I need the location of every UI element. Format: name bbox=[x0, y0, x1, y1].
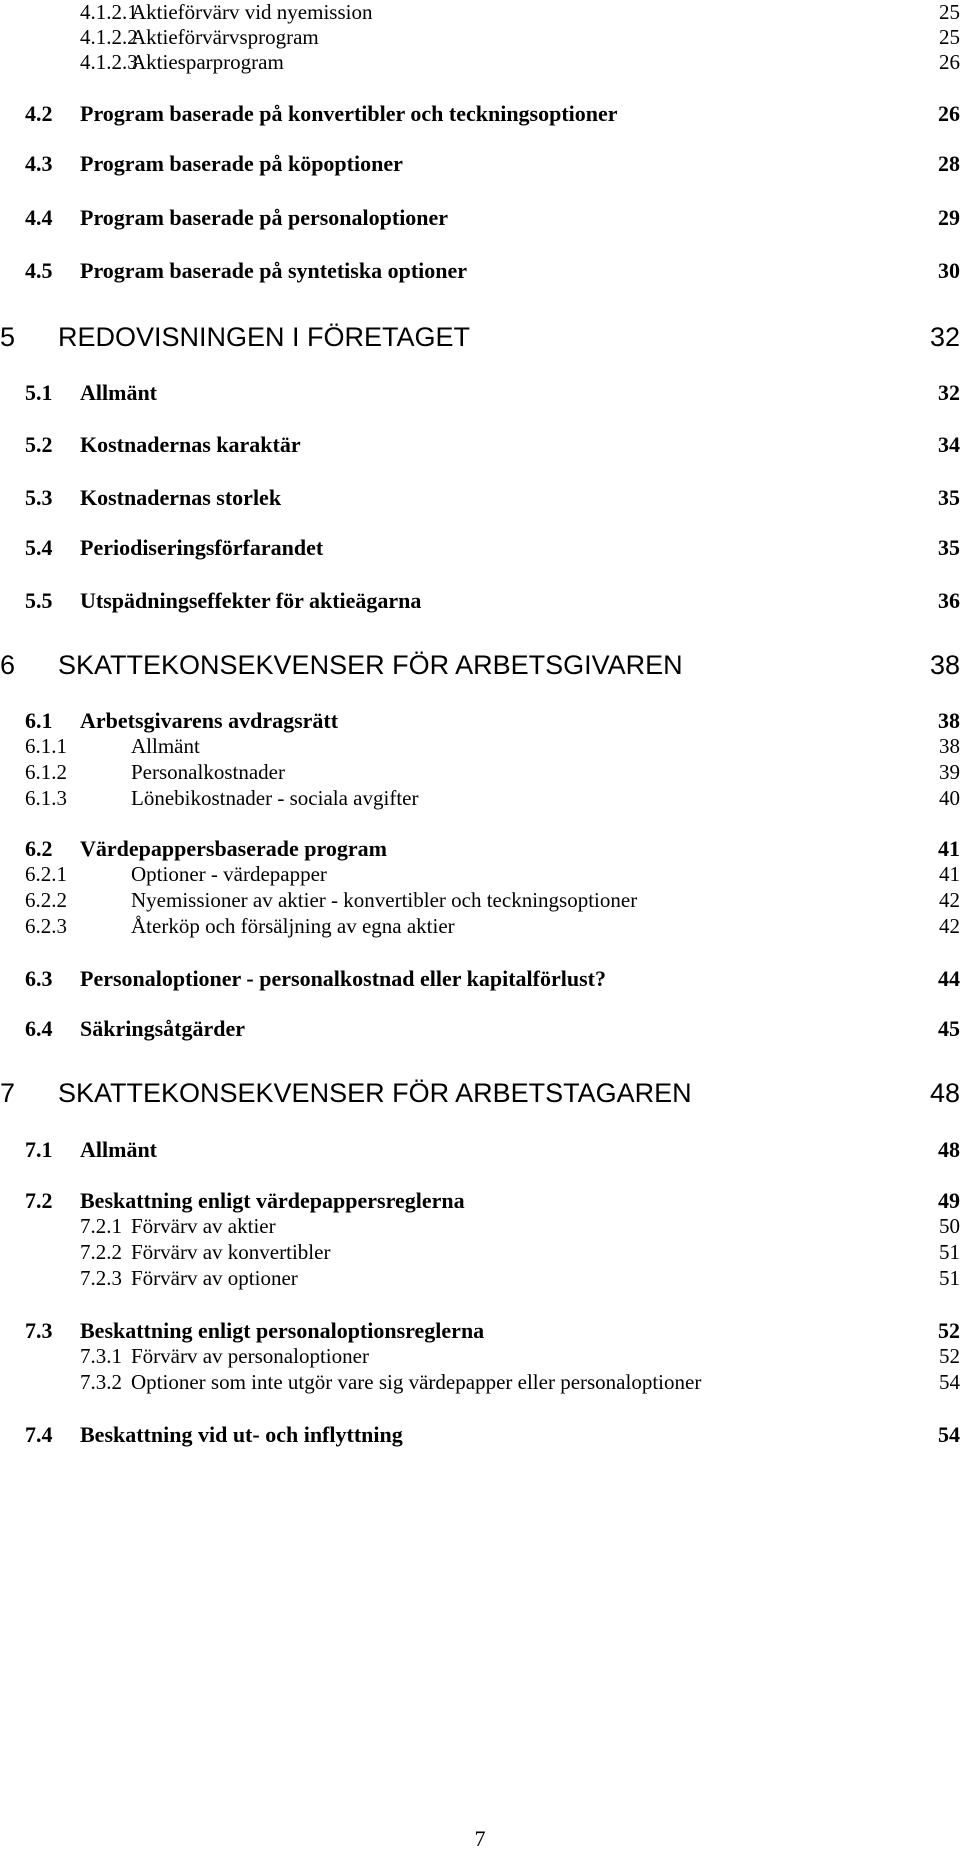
toc-entry-title: Program baserade på konvertibler och teckningsoptioner bbox=[80, 101, 618, 126]
toc-entry-title: Program baserade på köpoptioner bbox=[80, 151, 403, 176]
toc-entry-page: 35 bbox=[938, 535, 960, 560]
toc-entry-number: 7.2.1 bbox=[80, 1214, 122, 1238]
toc-entry-title: SKATTEKONSEKVENSER FÖR ARBETSGIVAREN bbox=[58, 650, 683, 680]
toc-entry-page: 42 bbox=[939, 888, 960, 912]
toc-entry-number: 6.1.1 bbox=[25, 734, 67, 758]
toc-entry-page: 51 bbox=[939, 1240, 960, 1264]
toc-entry-title: Säkringsåtgärder bbox=[80, 1016, 245, 1041]
toc-entry-number: 5.4 bbox=[25, 535, 53, 560]
toc-entry-title: Personalkostnader bbox=[131, 760, 285, 784]
toc-entry-title: Aktieförvärvsprogram bbox=[131, 25, 319, 49]
toc-entry bbox=[0, 588, 960, 622]
toc-entry-title: Beskattning vid ut- och inflyttning bbox=[80, 1422, 403, 1447]
toc-entry bbox=[0, 485, 960, 519]
toc-entry-title: Utspädningseffekter för aktieägarna bbox=[80, 588, 422, 613]
toc-entry-title: Lönebikostnader - sociala avgifter bbox=[131, 786, 419, 810]
toc-entry-page: 32 bbox=[938, 380, 960, 405]
toc-entry-number: 6.2.2 bbox=[25, 888, 67, 912]
toc-entry-page: 35 bbox=[938, 485, 960, 510]
toc-entry-title: Program baserade på syntetiska optioner bbox=[80, 258, 468, 283]
toc-entry-page: 25 bbox=[939, 25, 960, 49]
toc-entry bbox=[0, 258, 960, 292]
toc-entry-title: Kostnadernas karaktär bbox=[80, 432, 301, 457]
toc-entry-number: 7.2.2 bbox=[80, 1240, 122, 1264]
toc-entry-title: Kostnadernas storlek bbox=[80, 485, 282, 510]
toc-entry-number: 6.1.2 bbox=[25, 760, 67, 784]
toc-entry-title: Beskattning enligt personaloptionsreglerna bbox=[80, 1318, 485, 1343]
toc-entry bbox=[0, 1266, 960, 1300]
toc-entry-page: 30 bbox=[938, 258, 960, 283]
toc-entry-number: 6.1 bbox=[25, 708, 53, 733]
toc-entry bbox=[0, 380, 960, 414]
toc-entry-number: 7 bbox=[0, 1078, 16, 1108]
toc-entry-page: 26 bbox=[938, 101, 960, 126]
toc-entry-page: 29 bbox=[938, 205, 960, 230]
toc-entry-title: Arbetsgivarens avdragsrätt bbox=[80, 708, 339, 733]
toc-entry-page: 34 bbox=[938, 432, 960, 457]
toc-entry-page: 38 bbox=[939, 734, 960, 758]
toc-entry-title: Personaloptioner - personalkostnad eller kapitalförlust? bbox=[80, 966, 606, 991]
toc-entry-number: 5.1 bbox=[25, 380, 53, 405]
toc-entry-number: 7.2 bbox=[25, 1188, 53, 1213]
toc-entry-number: 7.3 bbox=[25, 1318, 53, 1343]
toc-entry-number: 7.3.1 bbox=[80, 1344, 122, 1368]
toc-entry-number: 6.2.1 bbox=[25, 862, 67, 886]
toc-entry-page: 25 bbox=[939, 0, 960, 24]
toc-entry-number: 6.4 bbox=[25, 1016, 53, 1041]
toc-entry-number: 4.2 bbox=[25, 101, 53, 126]
toc-entry-page: 48 bbox=[929, 1078, 960, 1108]
toc-entry-number: 5 bbox=[0, 322, 16, 352]
toc-entry-number: 5.2 bbox=[25, 432, 53, 457]
toc-entry-page: 39 bbox=[939, 760, 960, 784]
toc-entry-page: 41 bbox=[939, 862, 960, 886]
toc-entry bbox=[0, 151, 960, 185]
toc-entry-title: Aktieförvärv vid nyemission bbox=[131, 0, 373, 24]
toc-entry-page: 42 bbox=[939, 914, 960, 938]
toc-entry-title: Värdepappersbaserade program bbox=[80, 836, 387, 861]
toc-entry bbox=[0, 650, 960, 684]
toc-entry-number: 4.1.2.3 bbox=[80, 50, 138, 74]
toc-entry bbox=[0, 50, 960, 84]
toc-entry-number: 4.4 bbox=[25, 205, 53, 230]
toc-entry-page: 28 bbox=[938, 151, 960, 176]
toc-entry bbox=[0, 1137, 960, 1171]
toc-entry bbox=[0, 205, 960, 239]
toc-entry-title: Förvärv av konvertibler bbox=[131, 1240, 331, 1264]
toc-entry bbox=[0, 786, 960, 820]
toc-entry-number: 7.3.2 bbox=[80, 1370, 122, 1394]
toc-entry-number: 4.3 bbox=[25, 151, 53, 176]
toc-entry-page: 45 bbox=[938, 1016, 960, 1041]
toc-entry-page: 32 bbox=[929, 322, 960, 352]
toc-entry-page: 54 bbox=[939, 1370, 960, 1394]
toc-entry-number: 4.5 bbox=[25, 258, 53, 283]
toc-entry-number: 5.3 bbox=[25, 485, 53, 510]
toc-entry-page: 36 bbox=[938, 588, 960, 613]
toc-entry-page: 48 bbox=[938, 1137, 960, 1162]
toc-entry-number: 4.1.2.2 bbox=[80, 25, 138, 49]
toc-entry-number: 4.1.2.1 bbox=[80, 0, 138, 24]
toc-entry-number: 6.3 bbox=[25, 966, 53, 991]
toc-entry-page: 38 bbox=[938, 708, 960, 733]
toc-entry-page: 38 bbox=[929, 650, 960, 680]
toc-entry-title: Allmänt bbox=[80, 1137, 157, 1162]
toc-entry bbox=[0, 1422, 960, 1456]
toc-entry-title: Förvärv av personaloptioner bbox=[131, 1344, 369, 1368]
toc-entry-title: Periodiseringsförfarandet bbox=[80, 535, 324, 560]
page-number: 7 bbox=[474, 1826, 486, 1851]
toc-entry bbox=[0, 914, 960, 948]
toc-entry-page: 51 bbox=[939, 1266, 960, 1290]
toc-entry-title: Förvärv av optioner bbox=[131, 1266, 298, 1290]
toc-entry bbox=[0, 432, 960, 466]
toc-entry-number: 7.4 bbox=[25, 1422, 53, 1447]
toc-entry-page: 26 bbox=[939, 50, 960, 74]
toc-entry-page: 52 bbox=[938, 1318, 960, 1343]
toc-entry bbox=[0, 535, 960, 569]
toc-entry-title: SKATTEKONSEKVENSER FÖR ARBETSTAGAREN bbox=[58, 1078, 692, 1108]
toc-entry bbox=[0, 1370, 960, 1404]
toc-entry-title: Optioner som inte utgör vare sig värdepapper eller personaloptioner bbox=[131, 1370, 702, 1394]
toc-entry-title: Förvärv av aktier bbox=[131, 1214, 276, 1238]
toc-entry-number: 6.2 bbox=[25, 836, 53, 861]
toc-entry-number: 6.1.3 bbox=[25, 786, 67, 810]
toc-entry-title: Nyemissioner av aktier - konvertibler och teckningsoptioner bbox=[131, 888, 638, 912]
toc-entry-title: REDOVISNINGEN I FÖRETAGET bbox=[58, 322, 471, 352]
toc-entry-title: Program baserade på personaloptioner bbox=[80, 205, 449, 230]
toc-entry-title: Aktiesparprogram bbox=[131, 50, 284, 74]
toc-entry-title: Återköp och försäljning av egna aktier bbox=[131, 914, 455, 938]
toc-entry-page: 52 bbox=[939, 1344, 960, 1368]
toc-entry bbox=[0, 966, 960, 1000]
toc-entry-page: 44 bbox=[938, 966, 960, 991]
toc-entry bbox=[0, 1016, 960, 1050]
toc-entry-page: 49 bbox=[938, 1188, 960, 1213]
toc-entry-number: 5.5 bbox=[25, 588, 53, 613]
toc-entry bbox=[0, 101, 960, 135]
toc-entry bbox=[0, 1078, 960, 1112]
toc-entry-page: 41 bbox=[938, 836, 960, 861]
toc-entry-title: Allmänt bbox=[131, 734, 200, 758]
toc-entry-title: Beskattning enligt värdepappersreglerna bbox=[80, 1188, 465, 1213]
toc-entry-title: Allmänt bbox=[80, 380, 157, 405]
toc-entry-page: 54 bbox=[938, 1422, 960, 1447]
toc-entry-number: 7.1 bbox=[25, 1137, 53, 1162]
toc-entry-page: 50 bbox=[939, 1214, 960, 1238]
toc-entry-number: 6 bbox=[0, 650, 16, 680]
toc-entry-page: 40 bbox=[939, 786, 960, 810]
toc-entry-title: Optioner - värdepapper bbox=[131, 862, 327, 886]
toc-entry-number: 7.2.3 bbox=[80, 1266, 122, 1290]
toc-entry-number: 6.2.3 bbox=[25, 914, 67, 938]
toc-entry bbox=[0, 322, 960, 356]
